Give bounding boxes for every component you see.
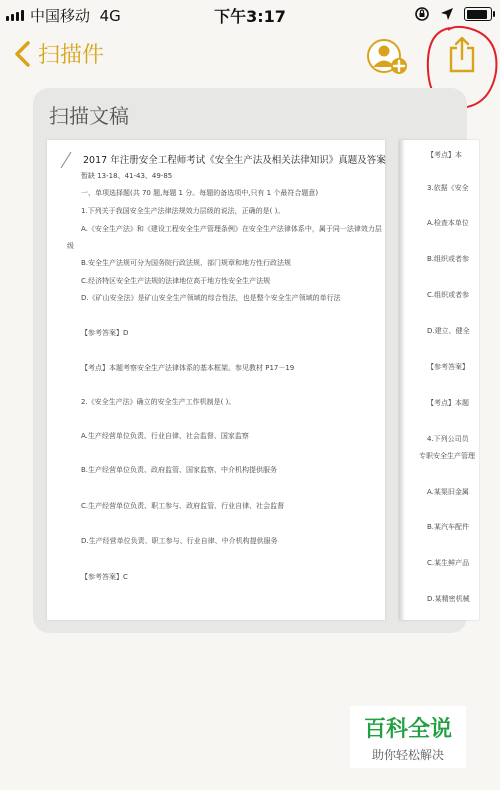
document-line: 【参考答案】C	[81, 573, 128, 581]
document-line: A.生产经营单位负责、行业自律、社会监督、国家监察	[81, 432, 249, 440]
add-person-icon	[366, 38, 412, 78]
carrier-label: 中国移动	[30, 7, 91, 25]
document-line: 3.依据《安全	[427, 184, 469, 192]
document-line: 【考点】本题考察安全生产法律体系的基本框架。参见教材 P17－19	[81, 364, 295, 372]
document-line: D.《矿山安全法》是矿山安全生产领域的综合性法，也是整个安全生产领域的单行法	[81, 294, 341, 302]
document-line: C.生产经营单位负责、职工参与、政府监管、行业自律、社会监督	[81, 502, 285, 510]
network-type: 4G	[99, 7, 121, 25]
status-icons	[414, 6, 492, 22]
document-line: A.《安全生产法》和《建设工程安全生产管理条例》在安全生产法律体系中，属于同一法律效力层	[81, 225, 382, 233]
document-line: C.某生鲜产品	[427, 559, 470, 567]
document-line: B.组织或者参	[427, 255, 470, 263]
back-label: 扫描件	[38, 43, 105, 68]
document-line: C.经济特区安全生产法规的法律地位高于地方性安全生产法规	[81, 277, 271, 285]
location-arrow-icon	[440, 7, 454, 21]
document-line: A.检查本单位	[427, 219, 469, 227]
document-line: 专职安全生产管理	[419, 452, 475, 460]
back-button[interactable]	[14, 38, 104, 69]
document-line: B.生产经营单位负责、政府监管、国家监察、中介机构提供服务	[81, 466, 278, 474]
document-line: B.安全生产法规可分为国务院行政法规、部门规章和地方性行政法规	[81, 259, 292, 267]
chevron-left-icon	[14, 41, 32, 67]
document-title: 2017 年注册安全工程师考试《安全生产法及相关法律知识》真题及答案	[83, 155, 386, 166]
watermark-subtitle: 助你轻松解决	[371, 748, 444, 762]
document-line: B.某汽车配件	[427, 523, 470, 531]
document-line: D.建立、健全	[427, 327, 470, 335]
card-title: 扫描文稿	[49, 104, 129, 128]
document-line: 一、单项选择题(共 70 题,每题 1 分。每题的备选项中,只有 1 个最符合题意)	[81, 189, 319, 197]
add-person-button[interactable]	[366, 38, 412, 78]
document-line: 【参考答案】D	[81, 329, 129, 337]
document-line: 【考点】本	[427, 151, 462, 159]
document-line: D.某精密机械	[427, 595, 470, 603]
orientation-lock-icon	[414, 6, 430, 22]
watermark-title: 百科全说	[363, 717, 452, 742]
clock: 下午3:17	[214, 7, 286, 26]
document-line: 4.下列公司员	[427, 435, 469, 443]
document-line: 暂缺 13-18、41-43、49-85	[81, 172, 173, 180]
document-line: D.生产经营单位负责、职工参与、行业自律、中介机构提供服务	[81, 537, 278, 545]
scanned-page-1[interactable]	[47, 140, 385, 620]
watermark-logo	[350, 706, 466, 768]
document-line: 【参考答案】	[427, 363, 469, 371]
battery-icon	[464, 7, 492, 21]
document-line: 1.下列关于我国安全生产法律法规效力层级的说法，正确的是( )。	[81, 207, 285, 215]
document-line: C.组织或者参	[427, 291, 470, 299]
scanned-page-2[interactable]	[399, 140, 479, 620]
page-fold-mark	[59, 150, 79, 170]
document-line: 级	[67, 242, 74, 250]
page-edge-shadow	[399, 140, 405, 620]
scanned-documents-card	[33, 88, 475, 633]
document-line: 2.《安全生产法》确立的安全生产工作机制是( )。	[81, 398, 236, 406]
document-line: A.某渠旧金属	[427, 488, 469, 496]
document-line: 【考点】本题	[427, 399, 469, 407]
